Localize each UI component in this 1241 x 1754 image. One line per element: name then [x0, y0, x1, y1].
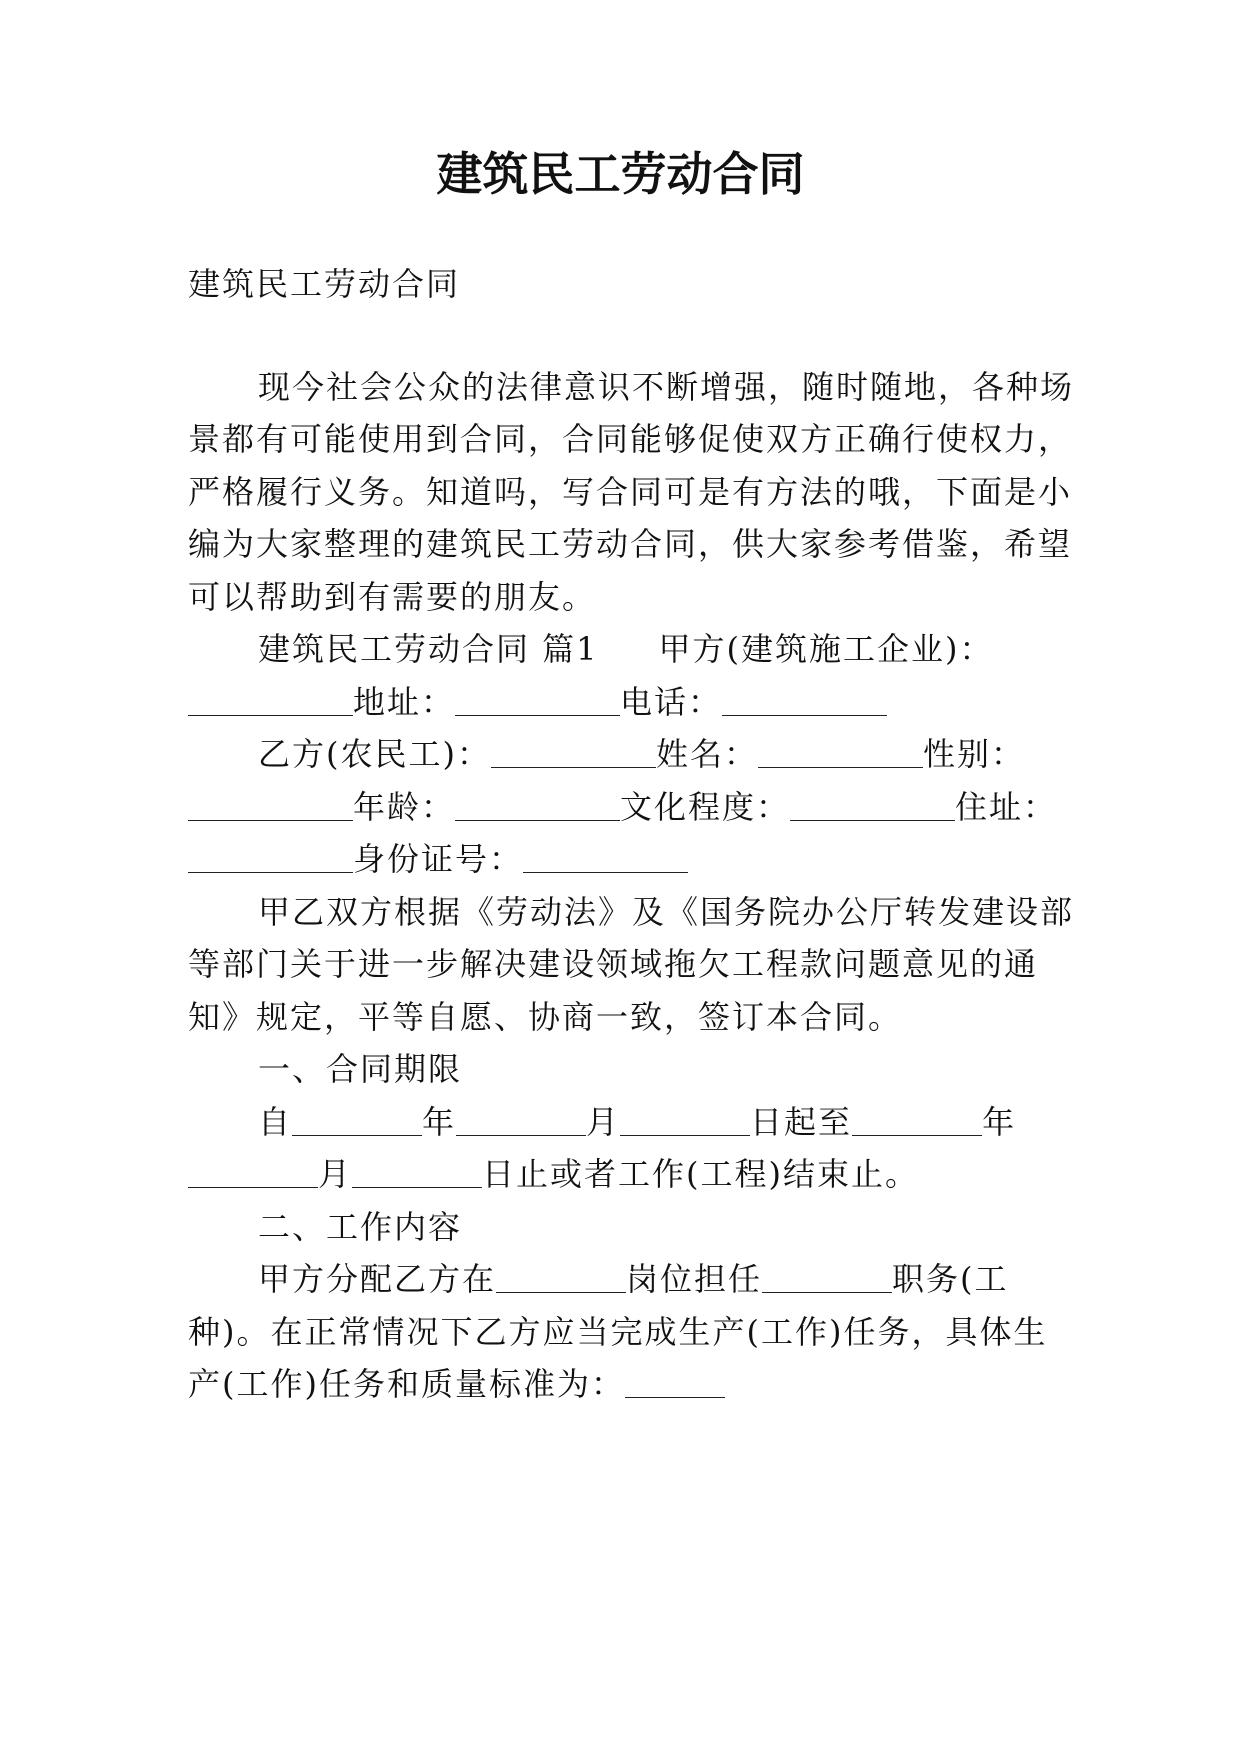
- party-a-label: 甲方(建筑施工企业)：: [658, 630, 994, 668]
- education-blank[interactable]: [790, 790, 955, 821]
- end-month-text: 月: [318, 1155, 353, 1193]
- term-from-text: 自: [258, 1103, 293, 1141]
- basis-line-2: 等部门关于进一步解决建设领域拖欠工程款问题意见的通: [188, 945, 1039, 983]
- day-from-to-text: 日起至: [750, 1103, 853, 1141]
- party-a-name-blank[interactable]: [188, 685, 353, 716]
- post-blank[interactable]: [496, 1262, 626, 1293]
- work-text-line3: 产(工作)任务和质量标准为：: [188, 1365, 625, 1403]
- work-text-c: 职务(工: [892, 1260, 1009, 1298]
- start-year-blank[interactable]: [292, 1105, 422, 1136]
- intro-line-5: 可以帮助到有需要的朋友。: [188, 578, 597, 616]
- id-label: 身份证号：: [353, 840, 524, 878]
- term-line-1: [258, 1100, 1078, 1144]
- basis-line-1: 甲乙双方根据《劳动法》及《国务院办公厅转发建设部: [258, 893, 1075, 931]
- age-label: 年龄：: [353, 788, 456, 826]
- id-blank[interactable]: [523, 842, 688, 873]
- work-text-a: 甲方分配乙方在: [258, 1260, 497, 1298]
- education-label: 文化程度：: [620, 788, 791, 826]
- year-text: 年: [422, 1103, 457, 1141]
- party-b-id-line: [188, 837, 1078, 881]
- work-line-2: 种)。在正常情况下乙方应当完成生产(工作)任务，具体生: [188, 1313, 1048, 1351]
- party-a-contact-line: [188, 680, 1078, 724]
- gender-label: 性别：: [923, 735, 1026, 773]
- part1-heading: 建筑民工劳动合同 篇1: [258, 630, 599, 668]
- gender-blank[interactable]: [188, 790, 353, 821]
- intro-line-2: 景都有可能使用到合同，合同能够促使双方正确行使权力，: [188, 420, 1073, 458]
- end-year-text: 年: [982, 1103, 1017, 1141]
- term-line-2: [188, 1152, 1078, 1196]
- address-blank[interactable]: [455, 685, 620, 716]
- document-subtitle: 建筑民工劳动合同: [188, 265, 461, 303]
- month-text: 月: [586, 1103, 621, 1141]
- residence-label: 住址：: [955, 788, 1058, 826]
- end-month-blank[interactable]: [188, 1157, 318, 1188]
- party-b-line: [258, 732, 1078, 776]
- phone-blank[interactable]: [722, 685, 887, 716]
- end-day-blank[interactable]: [352, 1157, 482, 1188]
- residence-blank[interactable]: [188, 842, 353, 873]
- end-year-blank[interactable]: [852, 1105, 982, 1136]
- quality-standard-blank[interactable]: [625, 1367, 725, 1398]
- party-b-label: 乙方(农民工)：: [258, 735, 491, 773]
- basis-line-3: 知》规定，平等自愿、协商一致，签订本合同。: [188, 998, 903, 1036]
- intro-line-1: 现今社会公众的法律意识不断增强，随时随地，各种场: [258, 368, 1075, 406]
- work-line-1: [258, 1257, 1078, 1301]
- start-day-blank[interactable]: [620, 1105, 750, 1136]
- phone-label: 电话：: [620, 683, 723, 721]
- start-month-blank[interactable]: [456, 1105, 586, 1136]
- intro-line-4: 编为大家整理的建筑民工劳动合同，供大家参考借鉴，希望: [188, 525, 1073, 563]
- work-text-b: 岗位担任: [626, 1260, 763, 1298]
- intro-line-3: 严格履行义务。知道吗，写合同可是有方法的哦，下面是小: [188, 473, 1073, 511]
- work-line-3: [188, 1362, 1078, 1406]
- document-title: 建筑民工劳动合同: [436, 147, 805, 201]
- age-blank[interactable]: [455, 790, 620, 821]
- party-b-blank[interactable]: [491, 737, 656, 768]
- party-b-details-line: [188, 785, 1078, 829]
- name-label: 姓名：: [655, 735, 758, 773]
- section-2-title: 二、工作内容: [258, 1208, 463, 1246]
- day-end-text: 日止或者工作(工程)结束止。: [482, 1155, 919, 1193]
- duty-blank[interactable]: [762, 1262, 892, 1293]
- address-label: 地址：: [353, 683, 456, 721]
- section-1-title: 一、合同期限: [258, 1050, 463, 1088]
- party-a-line: [258, 627, 1078, 671]
- name-blank[interactable]: [758, 737, 923, 768]
